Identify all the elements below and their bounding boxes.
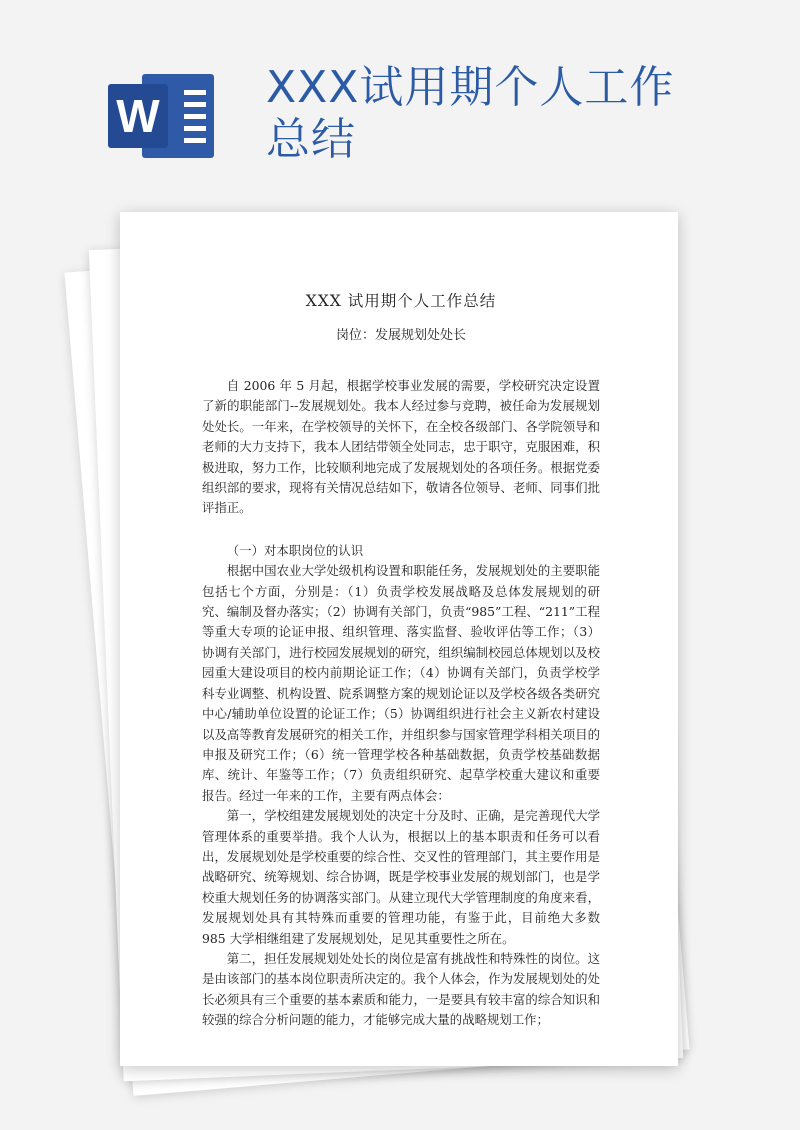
document-subtitle: 岗位：发展规划处处长 bbox=[335, 328, 466, 343]
document-body bbox=[202, 290, 600, 1031]
section-heading: （一）对本职岗位的认识 bbox=[226, 542, 364, 558]
section-paragraph-3: 第二，担任发展规划处处长的岗位是富有挑战性和特殊性的岗位。这是由该部门的基本岗位职责所决定的。我个人体会，作为发展规划处的处长必须具有三个重要的基本素质和能力，一是要具有较丰富的综合知识和较强的综合分析问题的能力，才能够完成大量的战略规划工作； bbox=[202, 950, 600, 1028]
document-page bbox=[120, 212, 678, 1066]
intro-paragraph: 自 2006 年 5 月起，根据学校事业发展的需要，学校研究决定设置了新的职能部门--发展规划处。我本人经过参与竞聘，被任命为发展规划处处长。一年来，在学校领导的关怀下，在全校各级部门、各学院领导和老师的大力支持下，我本人团结带领全处同志，忠于职守，克服困难，积极进取，努力工作，比较顺利地完成了发展规划处的各项任务。根据党委组织部的要求，现将有关情况总结如下，敬请各位领导、老师、同事们批评指正。 bbox=[202, 378, 600, 516]
word-logo bbox=[108, 74, 214, 158]
word-document-icon: W bbox=[108, 84, 168, 148]
section-paragraph-2: 第一，学校组建发展规划处的决定十分及时、正确，是完善现代大学管理体系的重要举措。我个人认为，根据以上的基本职责和任务可以看出，发展规划处是学校重要的综合性、交叉性的管理部门，其主要作用是战略研究、统筹规划、综合协调，既是学校事业发展的规划部门，也是学校重大规划任务的协调落实部门。从建立现代大学管理制度的角度来看，发展规划处具有其特殊而重要的管理功能，有鉴于此，目前绝大多数 985 大学相继组建了发展规划处，足见其重要性之所在。 bbox=[202, 808, 600, 946]
document-title: XXX 试用期个人工作总结 bbox=[305, 292, 497, 310]
section-paragraph-1: 根据中国农业大学处级机构设置和职能任务，发展规划处的主要职能包括七个方面，分别是：（1）负责学校发展战略及总体发展规划的研究、编制及督办落实；（2）协调有关部门，负责“985”工程、“211”工程等重大专项的论证申报、组织管理、落实监督、验收评估等工作；（3）协调有关部门，进行校园发展规划的研究，组织编制校园总体规划以及校园重大建设项目的校内前期论证工作；（4）协调有关部门，负责学校学科专业调整、机构设置、院系调整方案的规划论证以及学校各级各类研究中心/辅助单位设置的论证工作；（5）协调组织进行社会主义新农村建设以及高等教育发展研究的相关工作，并组织参与国家管理学科相关项目的申报及研究工作；（6）统一管理学校各种基础数据，负责学校基础数据库、统计、年鉴等工作；（7）负责组织研究、起草学校重大建议和重要报告。经过一年来的工作，主要有两点体会： bbox=[202, 563, 600, 803]
page-title: XXX试用期个人工作总结 bbox=[266, 62, 675, 165]
